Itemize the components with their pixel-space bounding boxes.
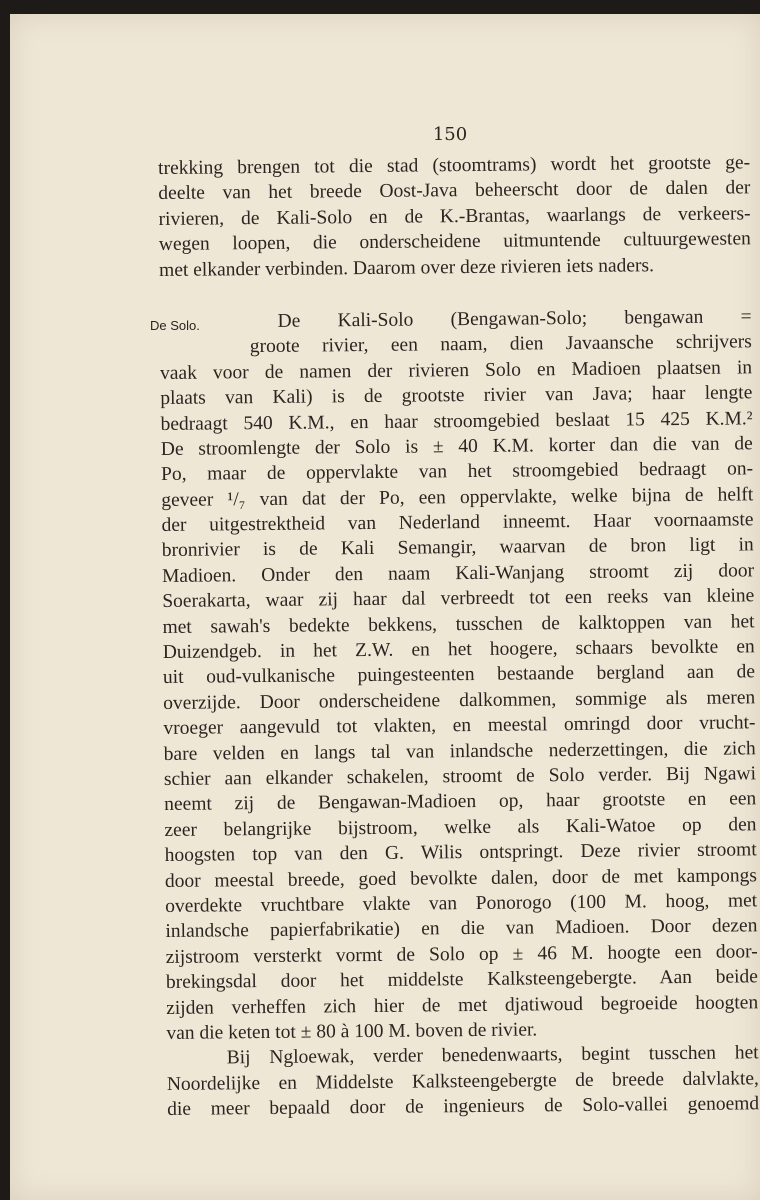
text-line: De Kali-Solo (Bengawan-Solo; bengawan = xyxy=(277,306,752,332)
text-line: zijden verheffen zich hier de met djatiwoud begroeide hoogten xyxy=(166,991,759,1019)
text-line: zeer belangrijke bijstroom, welke als Kali-Watoe op den xyxy=(164,814,757,841)
text-line: zijstroom versterkt vormt de Solo op ± 46 M. hoogte een door- xyxy=(165,940,758,968)
text-line: bedraagt 540 K.M., en haar stroomgebied beslaat 15 425 K.M.² xyxy=(160,407,753,435)
text-line: Po, maar de oppervlakte van het stroomgebied bedraagt on- xyxy=(160,458,754,486)
book-page xyxy=(10,14,760,1200)
text-line: door meestal breede, goed bevolkte dalen, door de met kampongs xyxy=(164,864,758,892)
text-line: groote rivier, een naam, dien Javaansche schrijvers xyxy=(249,331,752,358)
text-line: Madioen. Onder den naam Kali-Wanjang stroomt zij door xyxy=(161,560,755,587)
text-line: trekking brengen tot die stad (stoomtrams) wordt het grootste ge- xyxy=(158,152,751,179)
text-line: Noordelijke en Middelste Kalksteengebergte de breede dalvlakte, xyxy=(166,1067,759,1095)
body-text xyxy=(158,150,759,1122)
text-line: met sawah's bedekte bekkens, tusschen de kalktoppen van het xyxy=(162,610,755,638)
text-line: vroeger aangevuld tot vlakten, en meestal omringd door vrucht- xyxy=(163,712,756,740)
text-line: die meer bepaald door de ingenieurs de Solo-vallei genoemd xyxy=(167,1093,760,1121)
text-line: plaats van Kali) is de grootste rivier van Java; haar lengte xyxy=(160,382,753,410)
text-line: Duizendgeb. in het Z.W. en het hoogere, schaars bevolkte en xyxy=(162,636,755,664)
text-line: rivieren, de Kali-Solo en de K.-Brantas, waarlangs de verkeers- xyxy=(158,203,751,230)
text-line: bare velden en langs tal van inlandsche nederzettingen, die zich xyxy=(163,737,756,765)
text-line: inlandsche papierfabrikatie) en die van Madioen. Door dezen xyxy=(165,915,758,943)
text-line: Bij Ngloewak, verder benedenwaarts, begint tusschen het xyxy=(226,1042,759,1069)
text-line: vaak voor de namen der rivieren Solo en Madioen plaatsen in xyxy=(159,357,753,384)
text-line: neemt zij de Bengawan-Madioen op, haar grootste en een xyxy=(164,788,757,816)
text-line: wegen loopen, die onderscheidene uitmuntende cultuurgewesten xyxy=(158,228,751,256)
text-line: De stroomlengte der Solo is ± 40 K.M. korter dan die van de xyxy=(160,433,753,460)
margin-note: De Solo. xyxy=(150,318,200,333)
text-line: geveer ¹/₇ van dat der Po, een oppervlakte, welke bijna de helft xyxy=(161,483,754,511)
text-line: brekingsdal door het middelste Kalksteengebergte. Aan beide xyxy=(165,966,759,994)
text-line: deelte van het breede Oost-Java beheerscht door de dalen der xyxy=(158,177,751,205)
text-line: schier aan elkander schakelen, stroomt de Solo verder. Bij Ngawi xyxy=(163,763,757,790)
text-line: uit oud-vulkanische puingesteenten bestaande bergland aan de xyxy=(162,661,756,689)
page-number: 150 xyxy=(432,124,468,145)
text-line: met elkander verbinden. Daarom over deze rivieren iets naders. xyxy=(158,254,655,281)
text-line: van die keten tot ± 80 à 100 M. boven de rivier. xyxy=(166,1019,538,1044)
text-line: bronrivier is de Kali Semangir, waarvan de bron ligt in xyxy=(161,534,754,562)
text-line: overzijde. Door onderscheidene dalkommen, sommige als meren xyxy=(163,687,756,714)
text-line: der uitgestrektheid van Nederland inneemt. Haar voornaamste xyxy=(161,509,754,537)
text-line: hoogsten top van den G. Wilis ontspringt. Deze rivier stroomt xyxy=(164,839,757,867)
text-line: Soerakarta, waar zij haar dal verbreedt tot een reeks van kleine xyxy=(162,585,755,613)
text-line: overdekte vruchtbare vlakte van Ponorogo (100 M. hoog, met xyxy=(165,890,758,917)
